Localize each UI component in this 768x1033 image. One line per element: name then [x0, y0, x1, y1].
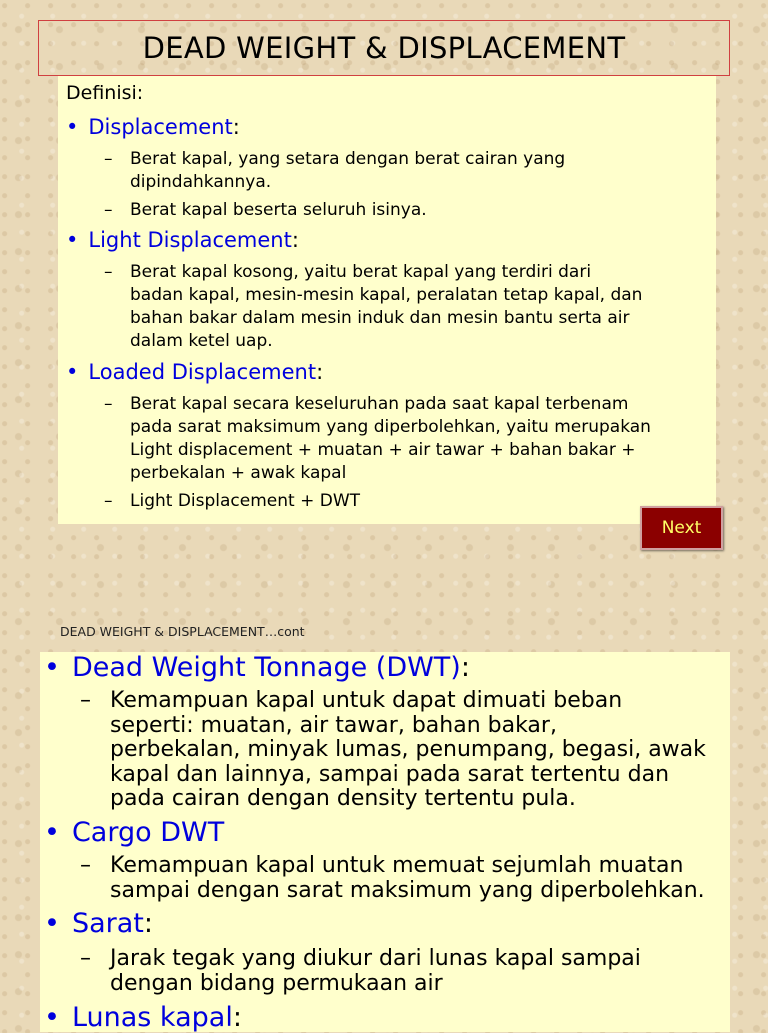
term-loaded-displacement: Loaded Displacement: [88, 360, 317, 384]
slide1-body: Definisi: • Displacement: – Berat kapal, yang setara dengan berat cairan yang dipindahkannya. – Berat kapal beserta seluruh isinya. • Light Displacement: – Berat kapal kosong, yaitu berat kapal yang terdiri dari badan kapal, mesin-mesin kapal, peralatan tetap kapal, dan bahan bakar dalam mesin induk dan mesin bantu serta air dalam ketel uap. • Loaded Displacement: – Berat kapal secara keseluruhan pada saat kapal terbenam pada sarat maksimum yang diperbolehkan, yaitu merupakan Light displacement + muatan + air tawar + bahan bakar + perbekalan + awak kapal – Light Displacement + DWT: [58, 76, 716, 524]
bullet-dwt: • Dead Weight Tonnage (DWT):: [44, 652, 470, 683]
definisi-label: Definisi:: [66, 82, 144, 104]
bullet-lunas-kapal: • Lunas kapal:: [44, 1002, 242, 1033]
slide1-title-box: [38, 20, 730, 76]
bullet-sarat: • Sarat:: [44, 908, 153, 939]
next-button[interactable]: Next: [640, 506, 723, 550]
slide1-title: DEAD WEIGHT & DISPLACEMENT: [142, 31, 626, 65]
bullet-light-displacement: • Light Displacement:: [66, 228, 299, 252]
term-light-displacement: Light Displacement: [88, 228, 292, 252]
bullet-loaded-displacement: • Loaded Displacement:: [66, 360, 324, 384]
bullet-cargo-dwt: • Cargo DWT: [44, 817, 225, 848]
bullet-dot: •: [66, 115, 79, 139]
term-cargo-dwt: Cargo DWT: [71, 817, 225, 848]
slide2-body: • Dead Weight Tonnage (DWT): – Kemampuan kapal untuk dapat dimuati beban seperti: muatan, air tawar, bahan bakar, perbekalan, minyak lumas, penumpang, begasi, awak kapal dan lainnya, sampai pada sarat tertentu dan pada cairan dengan density tertentu pula. • Cargo DWT – Kemampuan kapal untuk memuat sejumlah muatan sampai dengan sarat maksimum yang diperbolehkan. • Sarat: – Jarak tegak yang diukur dari lunas kapal sampai dengan bidang permukaan air • Lunas kapal:: [40, 652, 730, 1032]
bullet-displacement: • Displacement:: [66, 115, 240, 139]
term-dwt: Dead Weight Tonnage (DWT): [71, 652, 461, 683]
term-displacement: Displacement: [88, 115, 233, 139]
term-lunas-kapal: Lunas kapal: [71, 1002, 233, 1033]
term-sarat: Sarat: [71, 908, 144, 939]
slide2-header: DEAD WEIGHT & DISPLACEMENT…cont: [60, 624, 305, 639]
